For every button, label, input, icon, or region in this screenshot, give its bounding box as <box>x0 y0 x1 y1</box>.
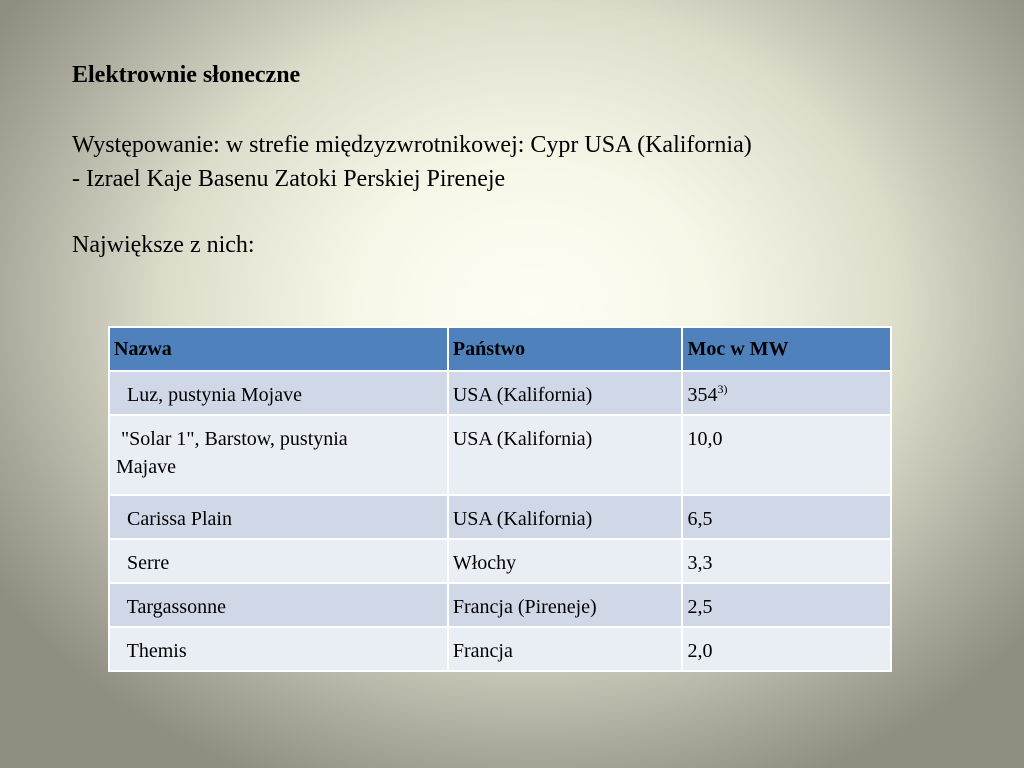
table-row <box>109 627 891 671</box>
cell-power: 6,5 <box>682 495 891 539</box>
cell-power: 2,5 <box>682 583 891 627</box>
header-name: Nazwa <box>109 327 448 371</box>
cell-country: Francja (Pireneje) <box>448 583 683 627</box>
header-power: Moc w MW <box>682 327 891 371</box>
occurrence-line-2: - Izrael Kaje Basenu Zatoki Perskiej Pireneje <box>72 166 506 192</box>
cell-country: USA (Kalifornia) <box>448 495 683 539</box>
table-row <box>109 583 891 627</box>
table-row <box>109 495 891 539</box>
power-plants-table <box>108 326 892 672</box>
cell-name <box>109 415 448 495</box>
largest-intro: Największe z nich: <box>72 232 255 258</box>
header-country: Państwo <box>448 327 683 371</box>
cell-name: Targassonne <box>109 583 448 627</box>
table-row <box>109 539 891 583</box>
cell-power: 2,0 <box>682 627 891 671</box>
cell-name: Luz, pustynia Mojave <box>109 371 448 415</box>
spacer <box>72 196 972 228</box>
cell-name-line-2: Majave <box>116 456 176 478</box>
cell-country: Włochy <box>448 539 683 583</box>
table-header-row <box>109 327 891 371</box>
occurrence-line-1: Występowanie: w strefie międzyzwrotnikowej: Cypr USA (Kalifornia) <box>72 132 752 158</box>
table-row <box>109 415 891 495</box>
power-value: 354 <box>687 384 718 406</box>
cell-name: Carissa Plain <box>109 495 448 539</box>
footnote-mark: 3) <box>717 382 728 396</box>
cell-country: USA (Kalifornia) <box>448 371 683 415</box>
cell-power <box>682 371 891 415</box>
cell-country: Francja <box>448 627 683 671</box>
slide-text-block <box>72 58 972 262</box>
cell-name-line-1: "Solar 1", Barstow, pustynia <box>116 428 348 450</box>
cell-name: Serre <box>109 539 448 583</box>
table-row <box>109 371 891 415</box>
cell-country: USA (Kalifornia) <box>448 415 683 495</box>
slide-title: Elektrownie słoneczne <box>72 62 301 88</box>
spacer <box>72 92 972 128</box>
cell-name: Themis <box>109 627 448 671</box>
cell-power: 10,0 <box>682 415 891 495</box>
cell-power: 3,3 <box>682 539 891 583</box>
